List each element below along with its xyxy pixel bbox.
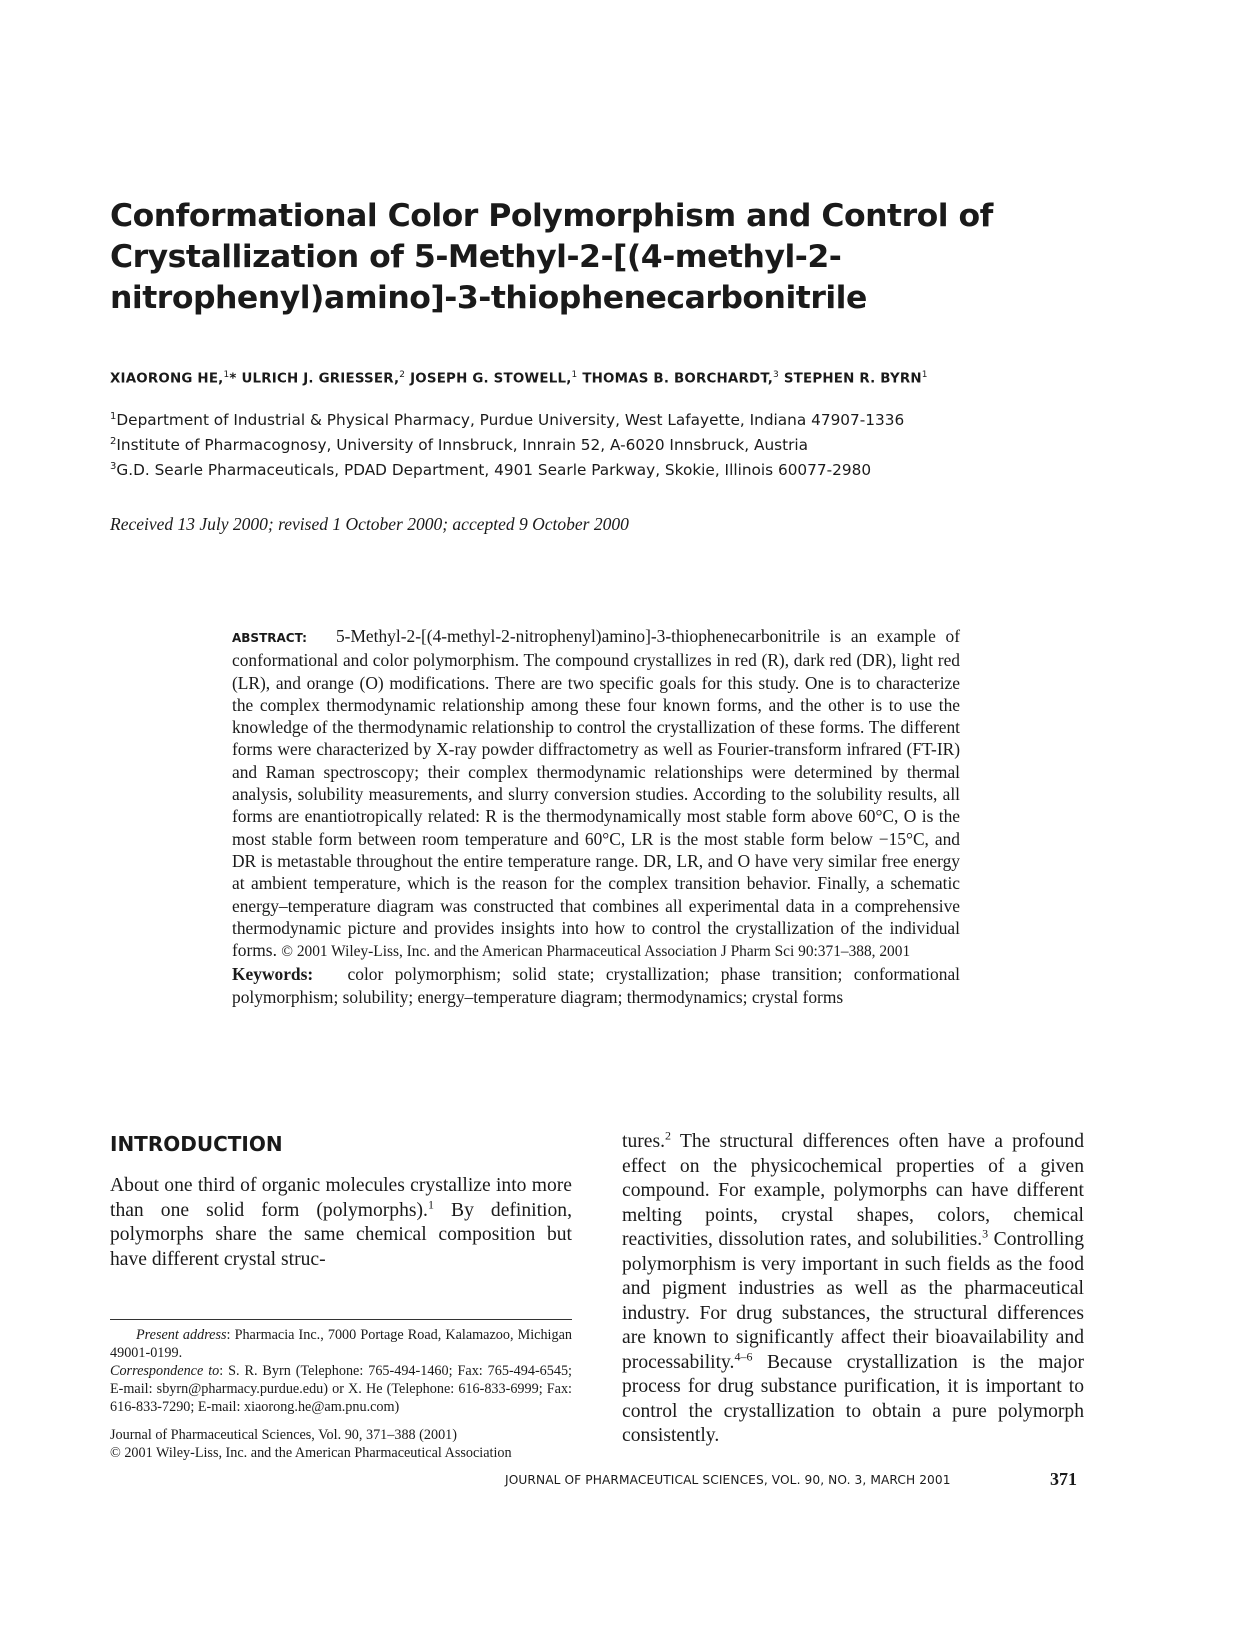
journal-citation: Journal of Pharmaceutical Sciences, Vol. 90, 371–388 (2001) (110, 1427, 457, 1443)
journal-copyright: © 2001 Wiley-Liss, Inc. and the American Pharmaceutical Association (110, 1445, 512, 1461)
running-footer: JOURNAL OF PHARMACEUTICAL SCIENCES, VOL. 90, NO. 3, MARCH 2001 (505, 1473, 951, 1487)
author-affiliation-sup: 1 (921, 370, 928, 380)
footnote-divider (110, 1319, 572, 1320)
author-affiliation-sup: 1 (571, 370, 578, 380)
affiliation (110, 406, 1120, 431)
abstract-paragraph (232, 625, 960, 963)
received-dates: Received 13 July 2000; revised 1 October 2000; accepted 9 October 2000 (110, 514, 629, 534)
affiliation-text: Department of Industrial & Physical Pharmacy, Purdue University, West Lafayette, Indiana 47907-1336 (116, 411, 905, 430)
title-line: nitrophenyl)amino]-3-thiophenecarbonitrile (110, 280, 867, 316)
abstract-label: ABSTRACT: (232, 631, 307, 645)
affiliation (110, 456, 1120, 481)
right-column (622, 1130, 1084, 1449)
affiliation-text: G.D. Searle Pharmaceuticals, PDAD Department, 4901 Searle Parkway, Skokie, Illinois 60077-2980 (116, 461, 872, 480)
intro-text: tures. (622, 1131, 665, 1152)
author-list (110, 370, 1120, 386)
abstract-text: 5-Methyl-2-[(4-methyl-2-nitrophenyl)amino]-3-thiophenecarbonitrile is an example of conformational and color polymorphism. The compound crystallizes in red (R), dark red (DR), light red (LR), and orange (O) modifications. There are two specific goals for this study. One is to characterize the complex thermodynamic relationship among these four known forms, and the other is to use the knowledge of the thermodynamic relationship to control the crystallization of these forms. The different forms were characterized by X-ray powder diffractometry as well as Fourier-transform infrared (FT-IR) and Raman spectroscopy; their complex thermodynamic relationships were determined by thermal analysis, solubility measurements, and slurry conversion studies. According to the solubility results, all forms are enantiotropically related: R is the thermodynamically most stable form above 60°C, O is the most stable form between room temperature and 60°C, LR is the most stable form below −15°C, and DR is metastable throughout the entire temperature range. DR, LR, and O have very similar free energy at ambient temperature, which is the reason for the complex transition behavior. Finally, a schematic energy–temperature diagram was constructed that combines all experimental data in a comprehensive thermodynamic picture and provides insights into how to control the crystallization of the individual forms. (232, 626, 960, 961)
intro-text: About one third of organic molecules crystallize into more than one solid form (polymorphs). (110, 1175, 572, 1221)
affiliation-sup: 2 (110, 436, 117, 448)
intro-paragraph-right (622, 1130, 1084, 1449)
citation-ref: 4–6 (734, 1348, 753, 1363)
author-name: XIAORONG HE, (110, 371, 224, 387)
author-name: THOMAS B. BORCHARDT, (577, 371, 774, 387)
keywords-paragraph (232, 963, 960, 1008)
affiliation-sup: 3 (110, 461, 117, 473)
abstract-block (232, 625, 960, 1008)
intro-paragraph-left (110, 1174, 572, 1272)
affiliation-text: Institute of Pharmacognosy, University of Innsbruck, Innrain 52, A-6020 Innsbruck, Austria (116, 436, 809, 455)
title-line: Crystallization of 5-Methyl-2-[(4-methyl-2- (110, 239, 842, 275)
abstract-copyright: © 2001 Wiley-Liss, Inc. and the American Pharmaceutical Association J Pharm Sci 90:371–388, 2001 (281, 943, 911, 961)
author-affiliation-sup: 3 (773, 370, 779, 380)
author-affiliation-sup: 1 (223, 370, 230, 380)
present-address-text: : Pharmacia Inc., 7000 Portage Road, Kalamazoo, Michigan 49001-0199. (110, 1327, 572, 1361)
citation-ref: 3 (982, 1226, 989, 1241)
present-address-note (110, 1326, 572, 1362)
author-affiliation-sup: 2 (399, 370, 406, 380)
intro-text: By definition, polymorphs share the same chemical composition but have different crystal struc- (110, 1199, 572, 1270)
page-number: 371 (1050, 1469, 1077, 1489)
correspondence-note (110, 1362, 572, 1416)
paper-title (110, 196, 1120, 319)
title-line: Conformational Color Polymorphism and Control of (110, 198, 993, 234)
author-name: STEPHEN R. BYRN (778, 371, 922, 387)
left-column (110, 1174, 572, 1272)
intro-text: The structural differences often have a profound effect on the physicochemical properties of a given compound. For example, polymorphs can have different melting points, crystal shapes, colors, chemical reactivities, dissolution rates, and solubilities. (622, 1131, 1084, 1250)
keywords-label: Keywords: (232, 964, 314, 985)
correspondence-label: Correspondence to (110, 1363, 220, 1379)
affiliation-sup: 1 (110, 411, 117, 422)
present-address-label: Present address (136, 1327, 227, 1343)
citation-ref: 1 (427, 1196, 434, 1211)
footnotes-block (110, 1326, 572, 1462)
author-name: ULRICH J. GRIESSER, (236, 371, 400, 387)
author-name: JOSEPH G. STOWELL, (405, 371, 572, 387)
citation-ref: 2 (665, 1128, 671, 1143)
introduction-heading: INTRODUCTION (110, 1132, 283, 1156)
corresponding-author-marker: * (229, 371, 237, 387)
keywords-text: color polymorphism; solid state; crystallization; phase transition; conformational polymorphism; solubility; energy–temperature diagram; thermodynamics; crystal forms (232, 964, 960, 1007)
intro-text: Because crystallization is the major process for drug substance purification, it is important to control the crystallization to obtain a pure polymorph consistently. (622, 1351, 1084, 1446)
affiliation (110, 431, 1120, 456)
intro-text: Controlling polymorphism is very important in such fields as the food and pigment industries as well as the pharmaceutical industry. For drug substances, the structural differences are known to significantly affect their bioavailability and processability. (622, 1229, 1084, 1373)
correspondence-text: : S. R. Byrn (Telephone: 765-494-1460; Fax: 765-494-6545; E-mail: sbyrn@pharmacy.purdue.edu) or X. He (Telephone: 616-833-6999; Fax: 616-833-7290; E-mail: xiaorong.he@am.pnu.com) (110, 1363, 572, 1415)
affiliation-list (110, 406, 1120, 481)
